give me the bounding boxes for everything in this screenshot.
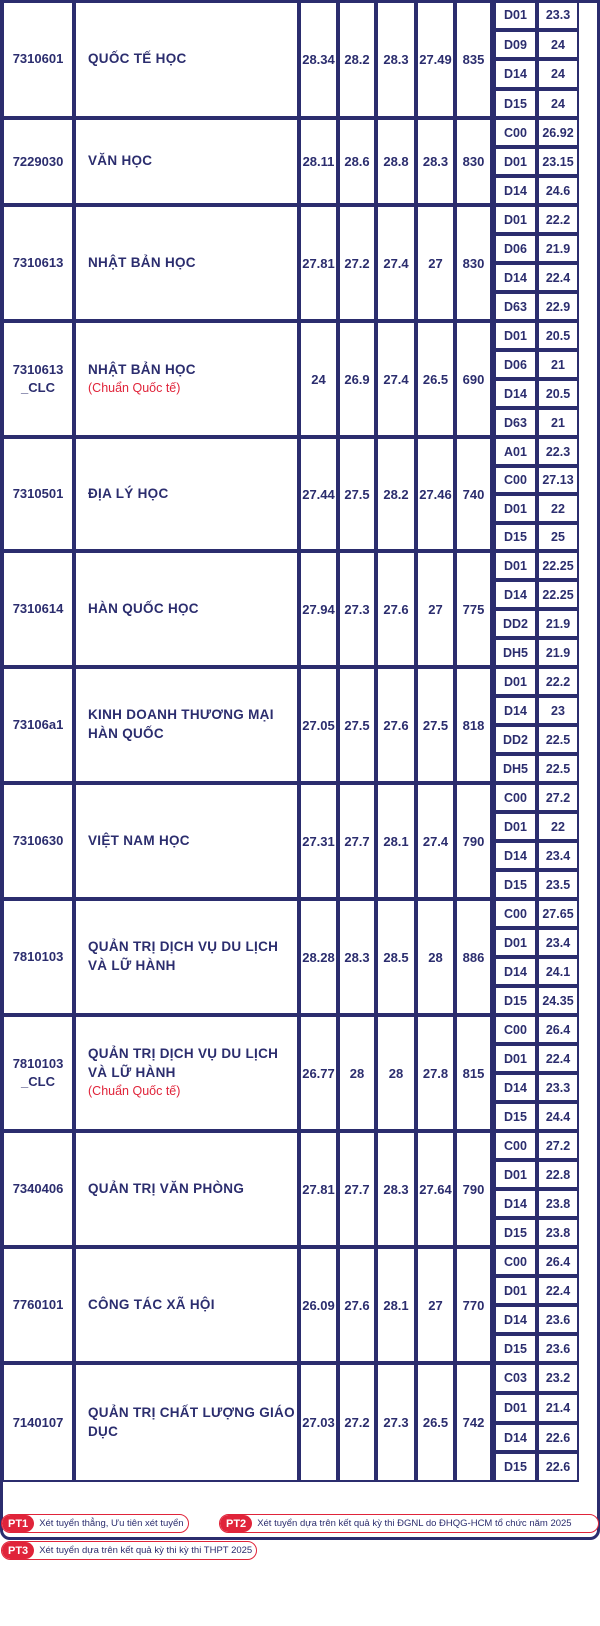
subject-combo: D14 <box>494 696 537 725</box>
combo-score: 22.3 <box>537 437 579 466</box>
legend-tag: PT2 <box>220 1515 252 1532</box>
quota: 740 <box>455 437 492 551</box>
combo-score: 23.6 <box>537 1334 579 1363</box>
subject-combo: D14 <box>494 1073 537 1102</box>
subject-combo: D14 <box>494 957 537 986</box>
quota: 886 <box>455 899 492 1015</box>
score-pt1: 28.11 <box>299 118 338 205</box>
program-code: 7310614 <box>2 551 74 667</box>
score-pt2: 26.9 <box>338 321 376 437</box>
program-subname: (Chuẩn Quốc tế) <box>88 380 181 395</box>
program-code: 7810103 _CLC <box>2 1015 74 1131</box>
combo-score: 22 <box>537 812 579 841</box>
subject-combo: DD2 <box>494 609 537 638</box>
program-name <box>74 551 299 667</box>
subject-combo: D15 <box>494 870 537 899</box>
score-pt3: 28.8 <box>376 118 416 205</box>
legend-tag: PT3 <box>2 1542 34 1559</box>
combo-score: 21 <box>537 408 579 437</box>
score-pt1: 27.05 <box>299 667 338 783</box>
subject-combo: D01 <box>494 812 537 841</box>
score-pt2: 27.7 <box>338 1131 376 1247</box>
program-code: 7310613 _CLC <box>2 321 74 437</box>
program-code: 7140107 <box>2 1363 74 1482</box>
quota: 790 <box>455 1131 492 1247</box>
legend-pt3 <box>1 1541 257 1560</box>
program-name-text: QUẢN TRỊ DỊCH VỤ DU LỊCH VÀ LỮ HÀNH <box>88 939 279 973</box>
legend-tag: PT1 <box>2 1515 34 1532</box>
program-code: 73106a1 <box>2 667 74 783</box>
subject-combo: C03 <box>494 1363 537 1393</box>
subject-combo: C00 <box>494 118 537 147</box>
program-name <box>74 0 299 118</box>
combo-score: 20.5 <box>537 379 579 408</box>
score-pt1: 28.34 <box>299 0 338 118</box>
combo-score: 22.8 <box>537 1160 579 1189</box>
program-name <box>74 1131 299 1247</box>
subject-combo: D14 <box>494 59 537 89</box>
combo-score: 26.92 <box>537 118 579 147</box>
program-name-text: QUẢN TRỊ DỊCH VỤ DU LỊCH VÀ LỮ HÀNH <box>88 1046 279 1081</box>
subject-combo: D14 <box>494 1189 537 1218</box>
score-pt4: 27.4 <box>416 783 455 899</box>
program-name-text: QUẢN TRỊ CHẤT LƯỢNG GIÁO DỤC <box>88 1404 295 1439</box>
combo-score: 22.4 <box>537 1044 579 1073</box>
combo-score: 23.2 <box>537 1363 579 1393</box>
quota: 830 <box>455 205 492 321</box>
subject-combo: D14 <box>494 176 537 205</box>
combo-score: 23.15 <box>537 147 579 176</box>
combo-score: 21.4 <box>537 1393 579 1423</box>
program-code: 7340406 <box>2 1131 74 1247</box>
score-pt3: 28.1 <box>376 783 416 899</box>
combo-score: 24.1 <box>537 957 579 986</box>
score-pt3: 27.4 <box>376 205 416 321</box>
score-pt1: 27.81 <box>299 1131 338 1247</box>
subject-combo: D01 <box>494 1160 537 1189</box>
subject-combo: D01 <box>494 1393 537 1423</box>
combo-score: 22.2 <box>537 667 579 696</box>
score-pt3: 27.6 <box>376 551 416 667</box>
combo-score: 20.5 <box>537 321 579 350</box>
subject-combo: D15 <box>494 1334 537 1363</box>
subject-combo: D01 <box>494 0 537 30</box>
combo-score: 22.5 <box>537 725 579 754</box>
score-pt2: 28.3 <box>338 899 376 1015</box>
score-pt4: 27 <box>416 205 455 321</box>
subject-combo: D15 <box>494 986 537 1015</box>
combo-score: 25 <box>537 523 579 551</box>
combo-score: 27.2 <box>537 783 579 812</box>
subject-combo: D01 <box>494 147 537 176</box>
score-pt3: 28.2 <box>376 437 416 551</box>
subject-combo: D09 <box>494 30 537 59</box>
program-name <box>74 899 299 1015</box>
combo-score: 22.4 <box>537 263 579 292</box>
program-name <box>74 1363 299 1482</box>
program-name-text: KINH DOANH THƯƠNG MẠI HÀN QUỐC <box>88 707 274 741</box>
program-name-text: ĐỊA LÝ HỌC <box>88 485 169 501</box>
score-pt4: 27.8 <box>416 1015 455 1131</box>
subject-combo: D63 <box>494 292 537 321</box>
score-pt3: 28.3 <box>376 0 416 118</box>
program-name-text: QUỐC TẾ HỌC <box>88 50 187 66</box>
subject-combo: D01 <box>494 1276 537 1305</box>
program-name <box>74 1247 299 1363</box>
program-code: 7810103 <box>2 899 74 1015</box>
combo-score: 21 <box>537 350 579 379</box>
program-name-text: HÀN QUỐC HỌC <box>88 600 199 616</box>
combo-score: 23.8 <box>537 1189 579 1218</box>
subject-combo: D01 <box>494 494 537 523</box>
combo-score: 22 <box>537 494 579 523</box>
score-pt2: 27.5 <box>338 437 376 551</box>
legend-pt1 <box>1 1514 189 1533</box>
score-pt4: 28 <box>416 899 455 1015</box>
subject-combo: C00 <box>494 899 537 928</box>
score-pt4: 27 <box>416 551 455 667</box>
combo-score: 26.4 <box>537 1247 579 1276</box>
subject-combo: D14 <box>494 263 537 292</box>
combo-score: 22.2 <box>537 205 579 234</box>
combo-score: 22.25 <box>537 551 579 580</box>
program-name <box>74 321 299 437</box>
subject-combo: D06 <box>494 350 537 379</box>
combo-score: 23.4 <box>537 841 579 870</box>
subject-combo: D14 <box>494 1305 537 1334</box>
subject-combo: D14 <box>494 379 537 408</box>
combo-score: 21.9 <box>537 638 579 667</box>
program-name <box>74 783 299 899</box>
subject-combo: DD2 <box>494 725 537 754</box>
combo-score: 24.35 <box>537 986 579 1015</box>
combo-score: 21.9 <box>537 609 579 638</box>
program-name-text: VIỆT NAM HỌC <box>88 832 190 848</box>
combo-score: 24 <box>537 89 579 118</box>
score-pt3: 28.5 <box>376 899 416 1015</box>
combo-score: 27.2 <box>537 1131 579 1160</box>
subject-combo: D15 <box>494 523 537 551</box>
subject-combo: D15 <box>494 1452 537 1482</box>
score-pt4: 27.46 <box>416 437 455 551</box>
program-name <box>74 118 299 205</box>
combo-score: 23.5 <box>537 870 579 899</box>
combo-score: 24.4 <box>537 1102 579 1131</box>
score-pt1: 24 <box>299 321 338 437</box>
score-pt1: 27.94 <box>299 551 338 667</box>
score-pt3: 27.4 <box>376 321 416 437</box>
program-code: 7310501 <box>2 437 74 551</box>
subject-combo: D01 <box>494 1044 537 1073</box>
quota: 835 <box>455 0 492 118</box>
subject-combo: A01 <box>494 437 537 466</box>
score-pt3: 28 <box>376 1015 416 1131</box>
program-name <box>74 667 299 783</box>
subject-combo: D15 <box>494 1102 537 1131</box>
subject-combo: D15 <box>494 89 537 118</box>
subject-combo: D14 <box>494 580 537 609</box>
quota: 815 <box>455 1015 492 1131</box>
program-name-text: QUẢN TRỊ VĂN PHÒNG <box>88 1180 245 1196</box>
combo-score: 23.3 <box>537 0 579 30</box>
subject-combo: D63 <box>494 408 537 437</box>
subject-combo: D01 <box>494 321 537 350</box>
program-code: 7310630 <box>2 783 74 899</box>
subject-combo: D01 <box>494 667 537 696</box>
program-name-text: NHẬT BẢN HỌC <box>88 254 196 270</box>
score-pt4: 26.5 <box>416 321 455 437</box>
combo-score: 23.4 <box>537 928 579 957</box>
combo-score: 27.13 <box>537 466 579 494</box>
program-code: 7310613 <box>2 205 74 321</box>
score-pt1: 27.81 <box>299 205 338 321</box>
score-pt2: 27.3 <box>338 551 376 667</box>
score-pt4: 27.64 <box>416 1131 455 1247</box>
program-code: 7310601 <box>2 0 74 118</box>
score-pt3: 28.3 <box>376 1131 416 1247</box>
subject-combo: D14 <box>494 1423 537 1452</box>
combo-score: 23.6 <box>537 1305 579 1334</box>
score-pt2: 28.6 <box>338 118 376 205</box>
score-pt4: 27.49 <box>416 0 455 118</box>
score-pt1: 26.77 <box>299 1015 338 1131</box>
combo-score: 22.6 <box>537 1452 579 1482</box>
score-pt4: 26.5 <box>416 1363 455 1482</box>
legend-text: Xét tuyển dựa trên kết quả kỳ thi kỳ thi THPT 2025 <box>39 1545 253 1556</box>
combo-score: 23.8 <box>537 1218 579 1247</box>
subject-combo: D06 <box>494 234 537 263</box>
score-pt4: 27.5 <box>416 667 455 783</box>
subject-combo: DH5 <box>494 754 537 783</box>
combo-score: 21.9 <box>537 234 579 263</box>
score-pt3: 27.6 <box>376 667 416 783</box>
subject-combo: C00 <box>494 1247 537 1276</box>
legend-text: Xét tuyển dựa trên kết quả kỳ thi ĐGNL do ĐHQG-HCM tổ chức năm 2025 <box>257 1518 572 1529</box>
score-pt3: 27.3 <box>376 1363 416 1482</box>
score-pt2: 27.5 <box>338 667 376 783</box>
program-name <box>74 205 299 321</box>
combo-score: 23.3 <box>537 1073 579 1102</box>
program-code: 7229030 <box>2 118 74 205</box>
score-pt2: 27.2 <box>338 1363 376 1482</box>
program-name <box>74 437 299 551</box>
subject-combo: C00 <box>494 1131 537 1160</box>
score-pt1: 27.03 <box>299 1363 338 1482</box>
combo-score: 22.9 <box>537 292 579 321</box>
combo-score: 22.5 <box>537 754 579 783</box>
quota: 790 <box>455 783 492 899</box>
program-name-text: VĂN HỌC <box>88 153 153 169</box>
subject-combo: D01 <box>494 928 537 957</box>
combo-score: 24.6 <box>537 176 579 205</box>
subject-combo: C00 <box>494 466 537 494</box>
score-pt2: 27.7 <box>338 783 376 899</box>
quota: 775 <box>455 551 492 667</box>
subject-combo: C00 <box>494 783 537 812</box>
column-separator <box>492 0 494 1482</box>
score-pt3: 28.1 <box>376 1247 416 1363</box>
combo-score: 24 <box>537 30 579 59</box>
program-subname: (Chuẩn Quốc tế) <box>88 1084 181 1099</box>
program-name <box>74 1015 299 1131</box>
subject-combo: DH5 <box>494 638 537 667</box>
combo-score: 23 <box>537 696 579 725</box>
quota: 742 <box>455 1363 492 1482</box>
combo-score: 24 <box>537 59 579 89</box>
legend-text: Xét tuyển thẳng, Ưu tiên xét tuyển <box>39 1518 184 1529</box>
score-pt1: 28.28 <box>299 899 338 1015</box>
score-pt4: 28.3 <box>416 118 455 205</box>
legend-pt2 <box>219 1514 599 1533</box>
subject-combo: D15 <box>494 1218 537 1247</box>
combo-score: 27.65 <box>537 899 579 928</box>
quota: 690 <box>455 321 492 437</box>
subject-combo: C00 <box>494 1015 537 1044</box>
quota: 818 <box>455 667 492 783</box>
program-name-text: CÔNG TÁC XÃ HỘI <box>88 1296 215 1312</box>
score-pt2: 27.6 <box>338 1247 376 1363</box>
quota: 830 <box>455 118 492 205</box>
score-pt1: 27.44 <box>299 437 338 551</box>
subject-combo: D01 <box>494 205 537 234</box>
combo-score: 22.4 <box>537 1276 579 1305</box>
score-pt1: 27.31 <box>299 783 338 899</box>
program-code: 7760101 <box>2 1247 74 1363</box>
combo-score: 26.4 <box>537 1015 579 1044</box>
score-pt1: 26.09 <box>299 1247 338 1363</box>
score-pt4: 27 <box>416 1247 455 1363</box>
subject-combo: D14 <box>494 841 537 870</box>
score-pt2: 28.2 <box>338 0 376 118</box>
score-pt2: 27.2 <box>338 205 376 321</box>
combo-score: 22.6 <box>537 1423 579 1452</box>
subject-combo: D01 <box>494 551 537 580</box>
program-name-text: NHẬT BẢN HỌC <box>88 361 196 377</box>
quota: 770 <box>455 1247 492 1363</box>
combo-score: 22.25 <box>537 580 579 609</box>
score-pt2: 28 <box>338 1015 376 1131</box>
